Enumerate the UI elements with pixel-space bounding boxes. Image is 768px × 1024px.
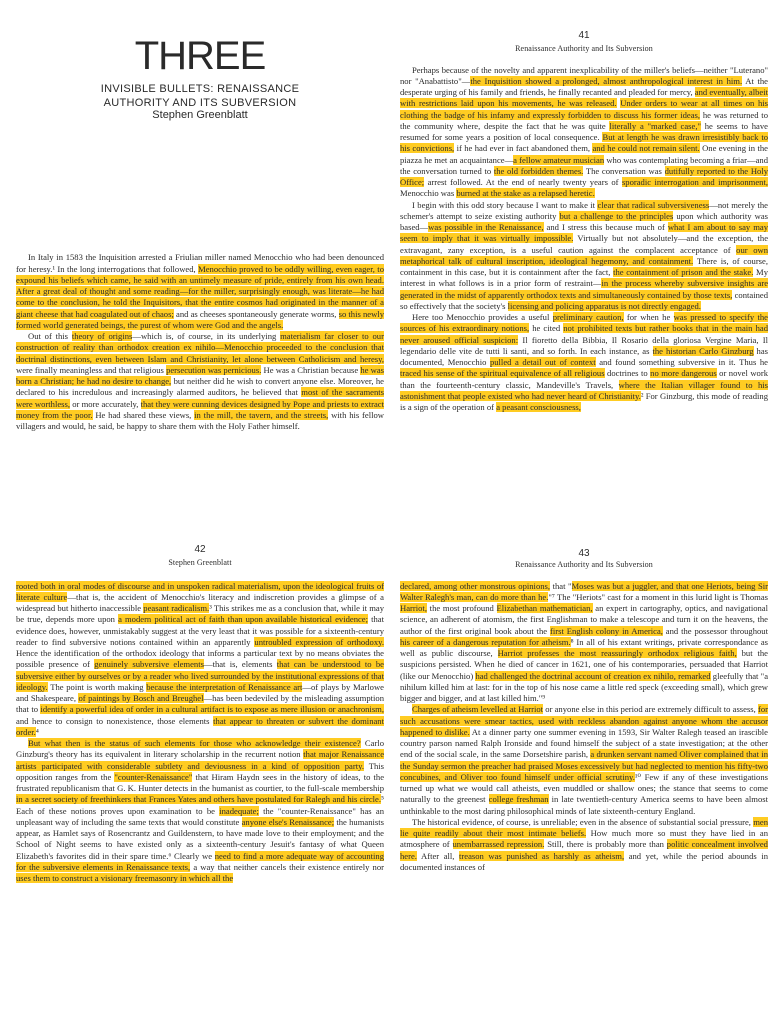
highlighted-text: dutifully reported to the Holy Office; — [400, 165, 768, 187]
text-segment: Menocchio was — [400, 188, 457, 199]
text-segment: How much more so must they have lied in an atmosphere of — [400, 828, 768, 850]
highlighted-text: was possible in the Renaissance, — [428, 222, 544, 232]
text-segment: At a dinner party one summer evening in 1593, Sir Walter Ralegh teased an irascible country parson named Ralph Ironside and found himself the subject of a state investigation; at the other end of the social scale, in the same Dorsetshire parish, — [400, 726, 768, 760]
text-segment: but neither did he wish to convert anyone else. Moreover, he declared to his incredulous and increasingly alarmed auditors, he believed that — [16, 376, 384, 398]
text-segment: The historical evidence, of course, is unreliable; even in the absence of substantial social pressure, — [412, 816, 754, 827]
highlighted-text: because the interpretation of Renaissance art — [146, 681, 303, 692]
highlighted-text: licensing and policing apparatus is not directly engaged. — [507, 300, 701, 311]
highlighted-text: rooted both in oral modes of discourse and in unspoken radical materialism, upon the ideological fruits of literate culture — [16, 580, 384, 602]
text-segment: In Italy in 1583 the Inquisition arrested a Friulian miller named Menocchio who had been denounced for heresy.¹ In the long interrogations that followed, — [16, 252, 384, 274]
highlighted-text: what I am about to say may seem to imply that it was virtually impossible. — [400, 222, 768, 244]
text-segment: or more accurately, — [70, 398, 141, 409]
text-segment: or anyone else in this period are extremely difficult to assess, — [543, 704, 758, 715]
text-segment: and hence to consign to nonexistence, those elements — [16, 715, 214, 726]
text-segment: He was a Christian because — [261, 364, 361, 375]
text-segment: in late twentieth-century America seems to have been almost unthinkable to the most daring philosophical minds of late sixteenth-century England. — [400, 794, 768, 816]
highlighted-text: had challenged the doctrinal account of creation ex nihilo, remarked — [475, 670, 711, 681]
highlighted-text: burned at the stake as a relapsed heretic. — [456, 188, 595, 199]
highlighted-text: declared, among other monstrous opinions, — [400, 580, 551, 591]
highlighted-text: "counter-Renaissance" — [114, 771, 193, 782]
highlighted-text: that they were cunning devices designed by Pope and priests to extract money from the poor. — [16, 398, 384, 420]
highlighted-text: that appear to threaten or subvert the dominant order. — [16, 715, 384, 737]
page-body — [16, 252, 384, 432]
chapter-title-line-1: INVISIBLE BULLETS: RENAISSANCE — [100, 83, 300, 95]
chapter-title — [16, 82, 384, 110]
highlighted-text: treason was punished as harshly as atheism, — [459, 850, 625, 861]
text-segment: doctrines to — [604, 368, 651, 379]
highlighted-text: Harriot, — [400, 603, 427, 613]
text-segment: One evening in the piazza he met an acquaintance— — [400, 143, 768, 165]
text-segment: At the desperate urging of his family and friends, he finally recanted and pleaded for mercy, — [400, 75, 768, 97]
text-segment: The conversation was — [583, 165, 665, 176]
chapter-author: Stephen Greenblatt — [152, 109, 248, 121]
text-segment: ⁸ In all of his extant writings, private correspondance as well as public discourse, — [400, 636, 768, 658]
text-segment: ² For Ginzburg, this mode of reading is a sign of the operation of — [400, 390, 768, 412]
text-segment: and found something subversive in it. Thus he — [595, 357, 768, 367]
highlighted-text: Charges of atheism levelled at Harriot — [412, 704, 544, 715]
highlighted-text: but a challenge to the principles — [559, 210, 674, 221]
page-body — [400, 65, 768, 414]
text-segment: Here too Menocchio provides a useful — [412, 312, 553, 322]
highlighted-text: inadequate; — [219, 805, 259, 816]
text-segment: contained so effectively that the society's — [400, 289, 768, 311]
page-number: 41 — [578, 30, 590, 41]
text-segment: Carlo Ginzburg's theory has its equivalent in literary scholarship in the recurrent notion — [16, 738, 384, 760]
highlighted-text: a fellow amateur musician — [513, 154, 605, 165]
page-body — [400, 581, 768, 874]
highlighted-text: But what then is the status of such elements for those who acknowledge their existence? — [28, 738, 361, 748]
highlighted-text: Moses was but a juggler, and that one Heriots, being Sir Walter Ralegh's man, can do more than he. — [400, 580, 768, 602]
body-paragraph — [400, 704, 768, 817]
text-segment: The point is worth making — [47, 681, 147, 692]
highlighted-text: our own metaphorical talk of cultural inscription, ideological hegemony, and containment. — [400, 244, 768, 266]
text-segment: he was returned to the community where, despite the fact that he was quite — [400, 109, 768, 131]
highlighted-text: that can be understood to be subversive either by ourselves or by a reader who lived surrounded by the institutional expressions of that ideology. — [16, 659, 384, 692]
highlighted-text: theory of origins — [71, 331, 133, 341]
highlighted-text: traced his sense of the spiritual equivalence of all religious — [400, 368, 605, 379]
highlighted-text: identify a powerful idea of order in a cultural artifact is to expose as mere illusion or anachronism, — [40, 704, 384, 715]
text-segment: Perhaps because of the novelty and apparent inexplicability of the miller's beliefs—neither "Luterano" nor "Anabattisto"— — [400, 64, 768, 86]
running-head: Renaissance Authority and Its Subversion — [515, 560, 653, 570]
text-segment: who was contemplating becoming a friar—and the conversation turned to — [400, 154, 768, 176]
text-segment: that " — [550, 580, 572, 591]
text-segment: "⁷ The "Heriots" cast for a moment in this lurid light is Thomas — [548, 591, 768, 602]
text-segment: has documented, Menocchio — [400, 345, 768, 367]
highlighted-text: first English colony in America, — [549, 625, 663, 636]
text-segment: and as cheeses spontaneously generate worms, — [173, 308, 339, 319]
highlighted-text: and he could not remain silent. — [592, 143, 700, 154]
highlighted-text: men lie quite readily about their most intimate beliefs. — [400, 816, 768, 838]
body-paragraph — [16, 581, 384, 739]
text-segment: —that is, the accident of Menocchio's literacy and indiscretion provides a glimpse of a widespread but hitherto inaccessible — [16, 591, 384, 613]
text-segment: he seems to have resumed for some years a position of local consequence. — [400, 120, 768, 142]
highlighted-text: the old forbidden themes. — [493, 165, 584, 176]
highlighted-text: a modern political act of faith than upon available historical evidence; — [118, 614, 369, 625]
highlighted-text: Under orders to wear at all times on his clothing the badge of his infamy and expressly forbidden to discuss his former ideas, — [400, 98, 768, 120]
highlighted-text: unembarrassed repression. — [452, 839, 545, 850]
body-paragraph — [400, 581, 768, 705]
text-segment: or novel work than the fourteenth-century classic, Mandeville's Travels, — [400, 368, 768, 390]
highlighted-text: his career of a dangerous reputation for atheism. — [400, 636, 571, 647]
text-segment: Il fioretto della Bibbia, Il Rosario della gloriosa Vergine Maria, Il legendario delle vite de tutti li santi, and so forth. In each instance, as — [400, 334, 768, 356]
chapter-title-line-2: AUTHORITY AND ITS SUBVERSION — [103, 97, 297, 109]
text-segment: the "counter-Renaissance" has an unpleasant way of including the same texts that would constitute — [16, 805, 384, 827]
text-segment: a way that neither cancels their existence entirely nor — [190, 861, 384, 872]
highlighted-text: so this newly formed world generated beings, the purest of whom were God and the angels. — [16, 308, 384, 330]
body-paragraph — [16, 331, 384, 432]
chapter-number: THREE — [134, 34, 266, 78]
highlighted-text: preliminary caution, — [552, 312, 624, 322]
highlighted-text: the containment of prison and the stake. — [613, 267, 754, 277]
text-segment: Still, there is probably more than — [544, 839, 667, 850]
highlighted-text: clear that radical subversiveness — [597, 199, 710, 210]
page-body — [16, 581, 384, 885]
highlighted-text: persecution was pernicious. — [166, 364, 262, 375]
text-segment: the humanists appear, as Hamlet says of Rosencrantz and Guildenstern, to have made love to their employment; and the School of Night seems to have existed only as a sixteenth-century Jesuit's fantasy of what Queen Elizabeth's favorites did in their spare time.⁶ Clearly we — [16, 816, 384, 861]
highlighted-text: no more dangerous — [650, 368, 717, 379]
text-segment: but the suspicions persisted. When he died of cancer in 1621, one of his contemporaries, persuaded that Harriot (like our Menocchio) — [400, 648, 768, 681]
highlighted-text: not prohibited texts but rather books that in the main had never aroused official suspicion: — [400, 323, 768, 345]
highlighted-text: need to find a more adequate way of accounting for the subversive elements in Renaissance texts, — [16, 850, 384, 872]
highlighted-text: a peasant consciousness, — [496, 402, 581, 412]
page-4 — [400, 548, 768, 1024]
text-segment: He had shared these views, — [92, 409, 195, 420]
chapter-opening-space — [16, 121, 384, 252]
text-segment: ¹⁰ Few if any of these investigations turned up what we would call atheists, even muddled or shallow ones; the stance that seems to come naturally to the greenest — [400, 771, 768, 805]
highlighted-text: Elizabethan mathematician, — [496, 603, 593, 613]
highlighted-text: politic concealment involved here. — [400, 839, 768, 861]
page-number: 43 — [578, 548, 590, 559]
text-segment: and the possessor throughout — [662, 625, 768, 636]
body-paragraph — [400, 200, 768, 313]
text-segment: Virtually but not absolutely—and the exception, the extravagant, zany exception, is a useful caution against the complacent acceptance of — [400, 233, 768, 255]
text-segment: with his fellow villagers and would, he said, be happy to share them with the Holy Father himself. — [16, 409, 384, 431]
text-segment: an expert in cartography, optics, and navigational science, an adherent of atomism, the first Englishman to make a telescope and turn it on the heavens, the author of the first original book about the — [400, 603, 768, 636]
text-segment: I begin with this odd story because I want to make it — [412, 199, 598, 210]
highlighted-text: he was born a Christian; he had no desire to change, — [16, 364, 384, 386]
highlighted-text: uses them to construct a visionary freemasonry in which all the — [16, 873, 234, 883]
highlighted-text: the historian Carlo Ginzburg — [652, 345, 754, 356]
text-segment: arrest followed. At the end of nearly twenty years of — [424, 177, 622, 187]
page-3 — [16, 544, 384, 1024]
highlighted-text: untroubled expression of orthodoxy. — [254, 636, 384, 647]
highlighted-text: anyone else's Renaissance; — [241, 816, 335, 827]
text-segment: This opposition ranges from the — [16, 760, 384, 782]
running-head: Stephen Greenblatt — [168, 558, 232, 568]
highlighted-text: in the mill, the tavern, and the streets, — [194, 409, 329, 420]
text-segment: that Hiram Haydn sees in the history of ideas, to the frustrated republicanism that G. K. Hunter detects in the humanist as courtier, to the full-scale membership — [16, 771, 384, 793]
highlighted-text: that major Renaissance artists participated with considerable subtlety and deviousness in a kind of opposition party. — [16, 749, 384, 771]
body-paragraph — [400, 817, 768, 873]
text-segment: ⁵ Each of these notions proves upon examination to be — [16, 794, 384, 816]
highlighted-text: After a great deal of thought and some reading—for the miller, surprisingly enough, was literate—he had come to the conclusion, he told the Inquisitors, that the entire cosmos had originated in the manner of a giant cheese that had coagulated out of chaos; — [16, 286, 384, 319]
text-segment: —not merely the schemer's attempt to seize existing authority — [400, 199, 768, 221]
highlighted-text: for such accusations were smear tactics, used with reckless abandon against anyone whom the accusor happened to dislike. — [400, 704, 768, 737]
body-paragraph — [400, 65, 768, 200]
highlighted-text: college freshman — [488, 794, 549, 805]
highlighted-text: most of the sacraments were worthless, — [16, 387, 384, 409]
text-segment: —of plays by Marlowe and Shakespeare, — [16, 681, 384, 703]
body-paragraph — [16, 738, 384, 884]
highlighted-text: materialism far closer to our construction of reality than orthodox creation ex nihilo—Menocchio proceeded to the conclusion that doctrinal distinctions, even between Islam and Christianity, let alone between Catholicism and heresy, — [16, 331, 384, 364]
page-2 — [400, 30, 768, 512]
text-segment: and I stress this because much of — [543, 222, 668, 232]
text-segment: After all, — [416, 850, 460, 861]
text-segment: My interest in what follows is in a prior form of restraint— — [400, 267, 768, 289]
text-segment: —which is, of course, in its underlying — [132, 331, 281, 341]
text-segment: if he had ever in fact abandoned them, — [454, 143, 593, 154]
highlighted-text: a drunken servant named Oliver complained that in the Sunday sermon the preacher had praised Moses excessively but had neglected to mention his fifty-two concubines, and Oliver too found himself under official scrutiny. — [400, 749, 768, 782]
body-paragraph — [400, 312, 768, 413]
highlighted-text: Menocchio proved to be oddly willing, even eager, to expound his beliefs which came, he said with an untimely measure of pride, entirely from his own head. — [16, 263, 384, 285]
text-segment: There is, of course, containment in this case, but it is containment after the fact, — [400, 255, 768, 277]
text-segment: were finally meaningless and that religious — [16, 364, 167, 375]
text-segment: for when he — [623, 312, 674, 322]
highlighted-text: and eventually, albeit with restrictions laid upon his movements, he was released. — [400, 87, 768, 109]
page-number: 42 — [194, 544, 206, 555]
text-segment: —that is, elements — [203, 659, 277, 670]
highlighted-text: literally a "marked case," — [609, 120, 701, 131]
text-segment: and yet, while the period abounds in documented instances of — [400, 850, 768, 872]
highlighted-text: Harriot professes the most reassuringly orthodox religious faith, — [497, 648, 737, 658]
highlighted-text: sporadic interrogation and imprisonment, — [621, 177, 768, 187]
text-segment: upon which authority was based— — [400, 210, 768, 232]
text-segment: Out of this — [28, 331, 72, 341]
running-head: Renaissance Authority and Its Subversion — [515, 44, 653, 54]
highlighted-text: where the Italian villager found to his astonishment that people existed who had never heard of Christianity. — [400, 379, 768, 401]
text-segment: Hence the identification of the orthodox ideology that informs a particular text by no means obviates the possible presence of — [16, 648, 384, 670]
highlighted-text: in the process whereby subversive insights are generated in the midst of apparently orthodox texts and simultaneously contained by those texts, — [400, 278, 768, 300]
text-segment: —has been bedeviled by the misleading assumption that to — [16, 693, 384, 715]
text-segment: the most profound — [426, 603, 497, 613]
text-segment: ⁴ — [35, 726, 39, 737]
text-segment: that evidence does, however, unmistakably suggest at the very least that it was possible for a sixteenth-century reader to find subversive notions contained within an apparently — [16, 614, 384, 647]
highlighted-text: the Inquisition showed a prolonged, almost anthropological interest in him. — [470, 75, 743, 86]
highlighted-text: peasant radicalism. — [143, 603, 210, 613]
body-paragraph — [16, 252, 384, 331]
highlighted-text: But at length he was drawn irresistibly back to his convictions, — [400, 132, 768, 154]
highlighted-text: of paintings by Bosch and Breughel — [78, 693, 204, 703]
highlighted-text: was pressed to specify the sources of his extraordinary notions, — [400, 312, 768, 334]
text-segment: he cited — [529, 323, 564, 334]
highlighted-text: in a secret society of freethinkers that Frances Yates and others have postulated for Ralegh and his circle. — [16, 794, 381, 805]
page-1 — [16, 32, 384, 512]
highlighted-text: pulled a detail out of context — [489, 357, 596, 367]
text-segment: ³ This strikes me as a conclusion that, while it may be true, depends more upon — [16, 603, 384, 625]
highlighted-text: genuinely subversive elements — [94, 659, 204, 670]
text-segment: gleefully that "a nihilum killed him at last: for in the top of his nose came a little red speck (exceeding small), which grew bigger and bigger, and at last killed him."⁹ — [400, 670, 768, 703]
